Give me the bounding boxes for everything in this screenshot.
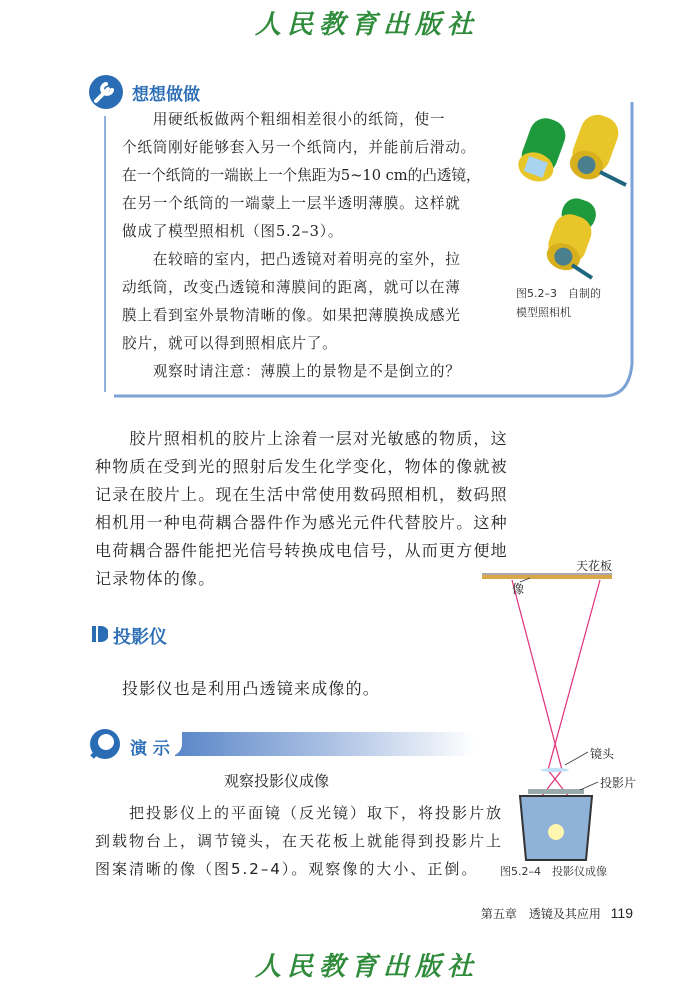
text-line: 在一个纸筒的一端嵌上一个焦距为5~10 cm的凸透镜，: [122, 167, 481, 184]
text-line: 膜上看到室外景物清晰的像。如果把薄膜换成感光: [122, 307, 461, 324]
model-camera-image: [512, 110, 630, 280]
figure-caption-5-2-4: 图5.2–4 投影仪成像: [500, 865, 607, 878]
ceiling-label: 天花板: [576, 559, 613, 573]
text-line: 把投影仪上的平面镜（反光镜）取下，将投影片放: [95, 804, 504, 822]
page-number: 119: [610, 905, 633, 921]
header-logo: 人民教育出版社: [255, 10, 480, 40]
figure-caption-5-2-3-line2: 模型照相机: [516, 306, 571, 319]
text-line: 用硬纸板做两个粗细相差很小的纸筒，使一: [122, 111, 446, 128]
chapter-label: 第五章 透镜及其应用: [480, 907, 601, 921]
slide-label: 投影片: [600, 776, 637, 790]
section-text: 投影仪也是利用凸透镜来成像的。: [122, 679, 381, 698]
wrench-icon: [89, 75, 123, 109]
image-label: 像: [512, 582, 525, 596]
text-line: 记录物体的像。: [95, 569, 216, 588]
slide: [528, 789, 584, 794]
lens: [541, 768, 569, 772]
text-line: 到载物台上，调节镜头，在天花板上就能得到投影片上: [95, 832, 504, 850]
section-title: 投影仪: [113, 627, 167, 648]
magnifier-icon: [88, 727, 122, 761]
text-line: 胶片，就可以得到照相底片了。: [122, 335, 338, 352]
text-line: 电荷耦合器件能把光信号转换成电信号，从而更方便地: [95, 541, 508, 560]
figure-caption-5-2-3: 图5.2–3 自制的: [516, 287, 601, 300]
text-line: 做成了模型照相机（图5.2–3）。: [122, 223, 344, 240]
activity-title: 想想做做: [132, 85, 200, 105]
section-marker-icon: [92, 625, 108, 643]
footer-logo: 人民教育出版社: [255, 952, 480, 982]
ceiling: [482, 575, 612, 579]
text-line: 胶片照相机的胶片上涂着一层对光敏感的物质，这: [95, 429, 508, 448]
text-line: 在较暗的室内，把凸透镜对着明亮的室外，拉: [122, 251, 461, 268]
demo-banner: [175, 732, 475, 756]
text-line: 个纸筒刚好能够套入另一个纸筒内，并能前后滑动。: [122, 139, 477, 156]
text-line: 观察时请注意：薄膜上的景物是不是倒立的？: [122, 363, 461, 380]
lens-label: 镜头: [590, 747, 615, 761]
text-line: 动纸筒，改变凸透镜和薄膜间的距离，就可以在薄: [122, 279, 461, 296]
demo-title: 演 示: [130, 739, 170, 759]
text-line: 记录在胶片上。现在生活中常使用数码照相机，数码照: [95, 485, 508, 504]
text-line: 相机用一种电荷耦合器件作为感光元件代替胶片。这种: [95, 513, 508, 532]
projector-diagram: [480, 560, 640, 865]
page-footer: [481, 905, 633, 922]
text-line: 图案清晰的像（图5.2–4）。观察像的大小、正倒。: [95, 860, 479, 878]
text-line: 在另一个纸筒的一端蒙上一层半透明薄膜。这样就: [122, 195, 461, 212]
text-line: 种物质在受到光的照射后发生化学变化，物体的像就被: [95, 457, 508, 476]
demo-subtitle: 观察投影仪成像: [224, 772, 330, 790]
